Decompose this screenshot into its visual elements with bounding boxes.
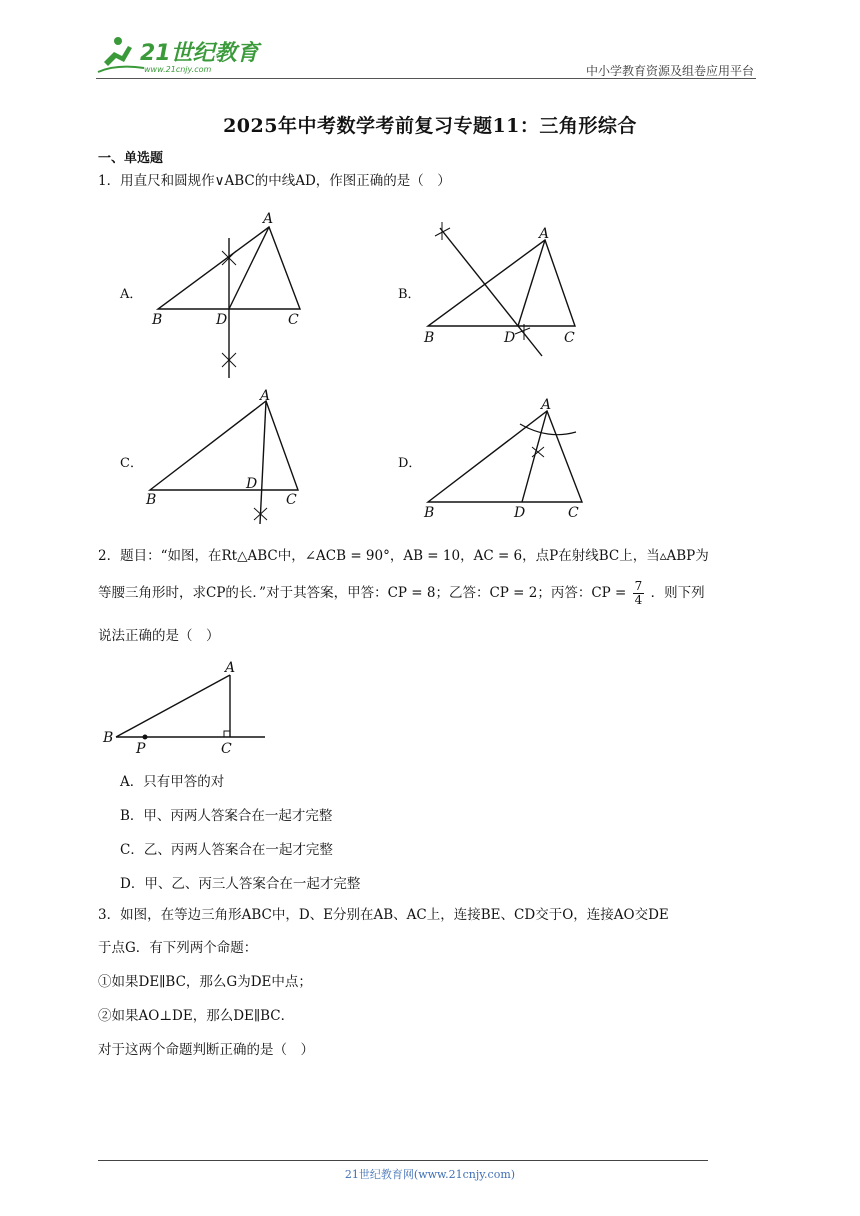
point-d-label: D [504,330,516,346]
q3-line-1: 3．如图，在等边三角形ABC中，D、E分别在AB、AC上，连接BE、CD交于O，连接AO交DE [98,907,669,923]
page-title: 2025年中考数学考前复习专题11：三角形综合 [223,115,637,137]
point-b-label: B [424,330,435,346]
point-a-label: A [225,660,236,676]
q1-option-b-label: B． [398,287,421,302]
site-logo [96,32,266,78]
point-d-label: D [246,476,258,492]
q3-proposition-2: ②如果AO⊥DE，那么DE∥BC． [98,1008,295,1024]
point-c-label: C [221,741,232,756]
q3-proposition-1: ①如果DE∥BC，那么G为DE中点； [98,974,312,990]
point-b-label: B [152,312,163,328]
q2-option-a[interactable]: A．只有甲答的对 [120,774,225,790]
footer-site[interactable]: 21世纪教育网(www.21cnjy.com) [344,1168,516,1181]
point-c-label: C [286,492,297,508]
point-b-label: B [103,730,114,746]
fraction-numerator: 7 [634,579,643,593]
section-heading: 一、单选题 [98,151,164,166]
point-a-label: A [263,211,274,227]
q3-line-2: 于点G．有下列两个命题： [98,940,258,956]
point-c-label: C [568,505,579,521]
runner-logo-icon [98,37,144,72]
q1-stem: 1．用直尺和圆规作∨ABC的中线AD，作图正确的是（ ） [98,173,451,189]
fraction-denominator: 4 [634,593,643,607]
point-a-label: A [260,388,271,404]
point-a-label: A [541,397,552,413]
q2-line-1: 2．题目：“如图，在Rt△ABC中，∠ACB = 90°，AB = 10，AC = 6，点P在射线BC上，当▵ABP为 [98,548,709,564]
logo-url: www.21cnjy.com [144,65,212,74]
q2-line-3: 说法正确的是（ ） [98,628,220,644]
point-d-label: D [514,505,526,521]
q1-option-c-label: C． [120,456,143,471]
point-p-label: P [136,741,146,756]
fraction [633,580,645,607]
q3-question: 对于这两个命题判断正确的是（ ） [98,1042,314,1058]
q1-option-a-label: A． [120,287,143,302]
q2-option-d[interactable]: D．甲、乙、丙三人答案合在一起才完整 [120,876,361,892]
point-d-label: D [216,312,228,328]
q2-figure [100,656,270,756]
q1-figure-b [420,214,590,364]
point-c-label: C [288,312,299,328]
point-b-label: B [424,505,435,521]
logo-text: 21世纪教育 [140,41,259,66]
q1-figure-d [420,392,590,532]
q1-figure-a [140,208,320,384]
point-b-label: B [146,492,157,508]
q1-option-d-label: D． [398,456,422,471]
q2-option-c[interactable]: C．乙、丙两人答案合在一起才完整 [120,842,333,858]
platform-name: 中小学教育资源及组卷应用平台 [585,64,754,78]
q1-figure-c [140,384,310,532]
footer-divider [98,1160,708,1161]
header-divider [96,78,756,79]
q2-option-b[interactable]: B．甲、丙两人答案合在一起才完整 [120,808,333,824]
point-c-label: C [564,330,575,346]
q2-line-2-text: 等腰三角形时，求CP的长．”对于其答案，甲答：CP = 8；乙答：CP = 2；丙答：CP = [98,585,627,601]
q2-line-2 [98,580,705,607]
point-a-label: A [539,226,550,242]
q2-line-2-tail: ．则下列 [650,585,705,601]
